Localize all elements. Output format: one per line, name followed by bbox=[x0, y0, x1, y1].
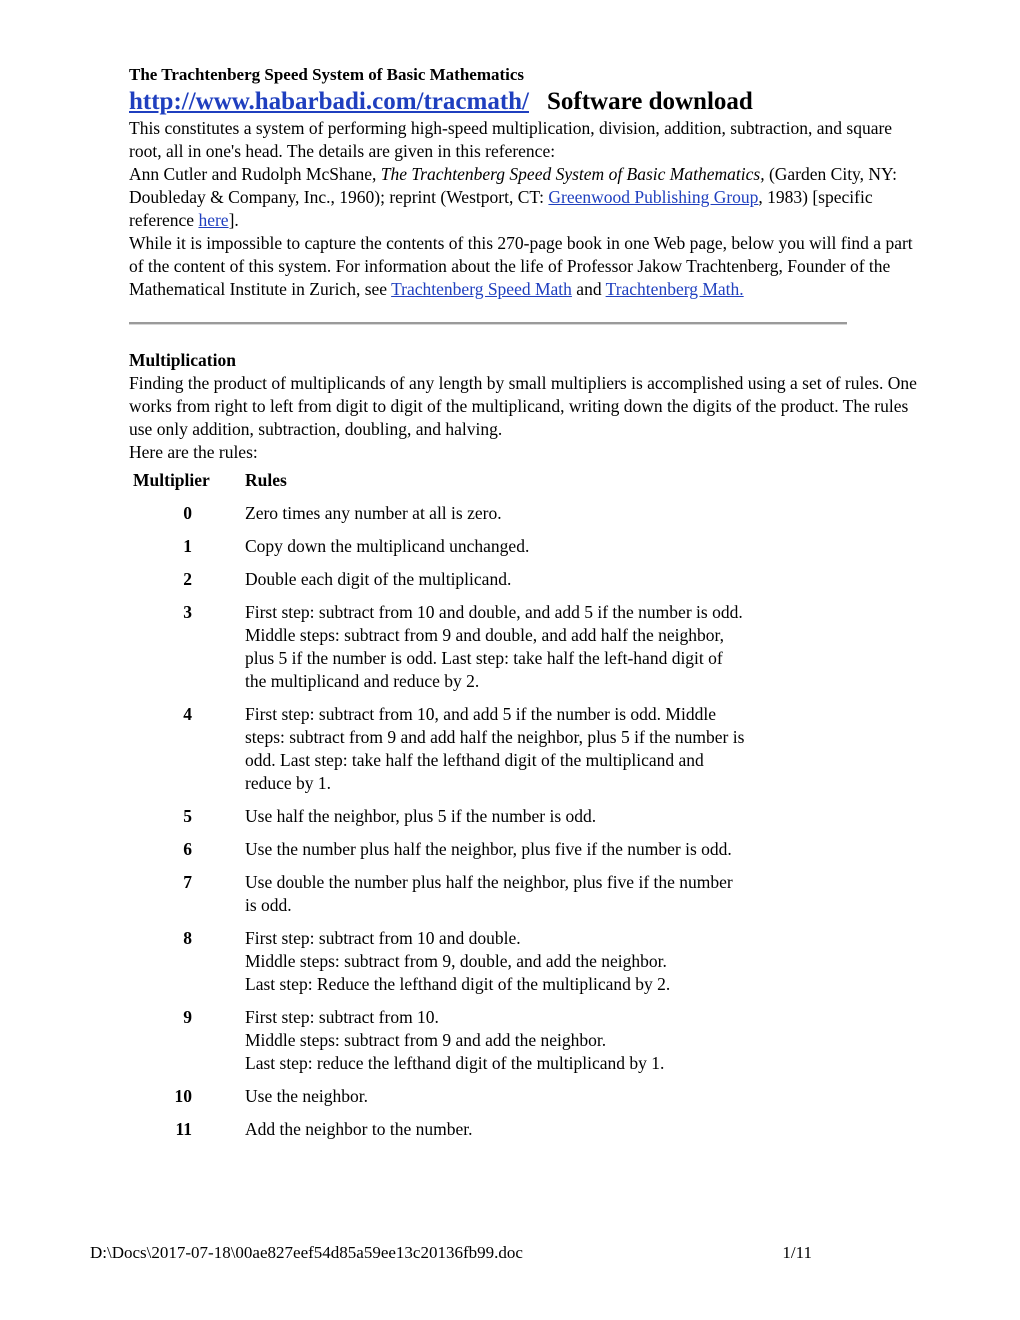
rule-line: Use double the number plus half the neighbor, plus five if the number is odd. bbox=[245, 872, 733, 915]
rule-row bbox=[129, 927, 745, 1006]
rule-line: Last step: reduce the lefthand digit of the multiplicand by 1. bbox=[245, 1053, 665, 1073]
rule-line: Zero times any number at all is zero. bbox=[245, 503, 502, 523]
horizontal-rule bbox=[129, 322, 847, 325]
file-path: D:\Docs\2017-07-18\00ae827eef54d85a59ee13c20136fb99.doc bbox=[90, 1243, 523, 1262]
tracmath-link[interactable]: http://www.habarbadi.com/tracmath/ bbox=[129, 88, 529, 115]
here-link[interactable]: here bbox=[198, 210, 229, 230]
rule-text bbox=[245, 502, 745, 535]
rule-line: Use half the neighbor, plus 5 if the number is odd. bbox=[245, 806, 597, 826]
rule-line: Use the number plus half the neighbor, plus five if the number is odd. bbox=[245, 839, 732, 859]
rule-row bbox=[129, 703, 745, 805]
multiplier-value: 9 bbox=[183, 1007, 192, 1027]
rule-line: Middle steps: subtract from 9, double, and add the neighbor. bbox=[245, 951, 667, 971]
rule-line: Middle steps: subtract from 9 and add the neighbor. bbox=[245, 1030, 607, 1050]
ref-end: ]. bbox=[228, 210, 239, 230]
multiplier-column-header: Multiplier bbox=[133, 470, 210, 490]
rule-text bbox=[245, 805, 745, 838]
rules-header-row bbox=[129, 469, 745, 502]
multiplier-value: 2 bbox=[183, 569, 192, 589]
rules-body bbox=[129, 502, 745, 1151]
rules-intro: Here are the rules: bbox=[129, 442, 258, 462]
rule-row bbox=[129, 1085, 745, 1118]
rule-line: First step: subtract from 10 and double, and add 5 if the number is odd. Middle steps: subtract from 9 and double, and add half the neighbor, plus 5 if the number is odd. Last step: take half the left-hand digit of the multiplicand and reduce by 2. bbox=[245, 602, 743, 691]
speed-math-link[interactable]: Trachtenberg Speed Math bbox=[391, 279, 572, 299]
multiplication-intro bbox=[129, 372, 924, 464]
greenwood-link[interactable]: Greenwood Publishing Group bbox=[548, 187, 759, 207]
rule-text bbox=[245, 1006, 745, 1085]
multiplication-heading: Multiplication bbox=[129, 350, 236, 370]
rule-row bbox=[129, 568, 745, 601]
ref-book-title: The Trachtenberg Speed System of Basic Mathematics, bbox=[380, 164, 765, 184]
rule-line: Use the neighbor. bbox=[245, 1086, 368, 1106]
multiplier-value: 1 bbox=[183, 536, 192, 556]
ref-publisher: (Garden City, NY: Doubleday & Company, Inc., 1960); reprint (Westport, CT: bbox=[129, 164, 897, 207]
rule-row bbox=[129, 535, 745, 568]
multiplier-value: 10 bbox=[174, 1086, 192, 1106]
ref-authors: Ann Cutler and Rudolph McShane, bbox=[129, 164, 381, 184]
rule-line: First step: subtract from 10 and double. bbox=[245, 928, 521, 948]
rule-line: Add the neighbor to the number. bbox=[245, 1119, 473, 1139]
rule-text bbox=[245, 927, 745, 1006]
rules-column-header: Rules bbox=[245, 470, 287, 490]
rule-row bbox=[129, 871, 745, 927]
info-paragraph bbox=[129, 232, 924, 301]
multiplier-value: 0 bbox=[183, 503, 192, 523]
multiplier-value: 7 bbox=[183, 872, 192, 892]
rule-line: Last step: Reduce the lefthand digit of the multiplicand by 2. bbox=[245, 974, 671, 994]
rule-line: Copy down the multiplicand unchanged. bbox=[245, 536, 530, 556]
multiplier-value: 11 bbox=[175, 1119, 192, 1139]
rule-line: Double each digit of the multiplicand. bbox=[245, 569, 512, 589]
rule-text bbox=[245, 1085, 745, 1118]
url-line bbox=[129, 87, 753, 117]
rule-line: First step: subtract from 10, and add 5 if the number is odd. Middle steps: subtract from 9 and add half the neighbor, plus 5 if the number is odd. Last step: take half the lefthand digit of the multiplicand and reduce by 1. bbox=[245, 704, 745, 793]
page-number: 1/11 bbox=[782, 1243, 812, 1262]
rule-text bbox=[245, 871, 745, 927]
rule-row bbox=[129, 805, 745, 838]
multiplier-value: 4 bbox=[183, 704, 192, 724]
multiplier-value: 8 bbox=[183, 928, 192, 948]
multiplier-value: 3 bbox=[183, 602, 192, 622]
rule-text bbox=[245, 535, 745, 568]
document-title: The Trachtenberg Speed System of Basic Mathematics bbox=[129, 65, 525, 84]
ref-year: , 1983) [specific reference bbox=[129, 187, 873, 230]
multiplier-value: 6 bbox=[183, 839, 192, 859]
rule-text bbox=[245, 703, 745, 805]
rule-text bbox=[245, 1118, 745, 1151]
and-text: and bbox=[571, 279, 606, 299]
rule-row bbox=[129, 601, 745, 703]
trachtenberg-math-link[interactable]: Trachtenberg Math. bbox=[605, 279, 744, 299]
multiplication-paragraph: Finding the product of multiplicands of any length by small multipliers is accomplished using a set of rules. One works from right to left from digit to digit of the multiplicand, writing down the digits of the product. The rules use only addition, subtraction, doubling, and halving. bbox=[129, 373, 917, 439]
rule-text bbox=[245, 838, 745, 871]
rule-row bbox=[129, 838, 745, 871]
multiplier-value: 5 bbox=[183, 806, 192, 826]
rules-table bbox=[129, 469, 745, 1151]
info-text: While it is impossible to capture the contents of this 270-page book in one Web page, below you will find a part of the content of this system. For information about the life of Professor Jakow Trachtenberg, Founder of the Mathematical Institute in Zurich, see bbox=[129, 233, 913, 299]
rule-text bbox=[245, 601, 745, 703]
rule-row bbox=[129, 1006, 745, 1085]
reference-paragraph bbox=[129, 163, 924, 232]
rule-row bbox=[129, 502, 745, 535]
rule-row bbox=[129, 1118, 745, 1151]
rule-text bbox=[245, 568, 745, 601]
rule-line: First step: subtract from 10. bbox=[245, 1007, 439, 1027]
intro-section bbox=[129, 117, 924, 301]
intro-paragraph: This constitutes a system of performing high-speed multiplication, division, addition, subtraction, and square root, all in one's head. The details are given in this reference: bbox=[129, 118, 893, 161]
software-download-label: Software download bbox=[547, 88, 753, 115]
